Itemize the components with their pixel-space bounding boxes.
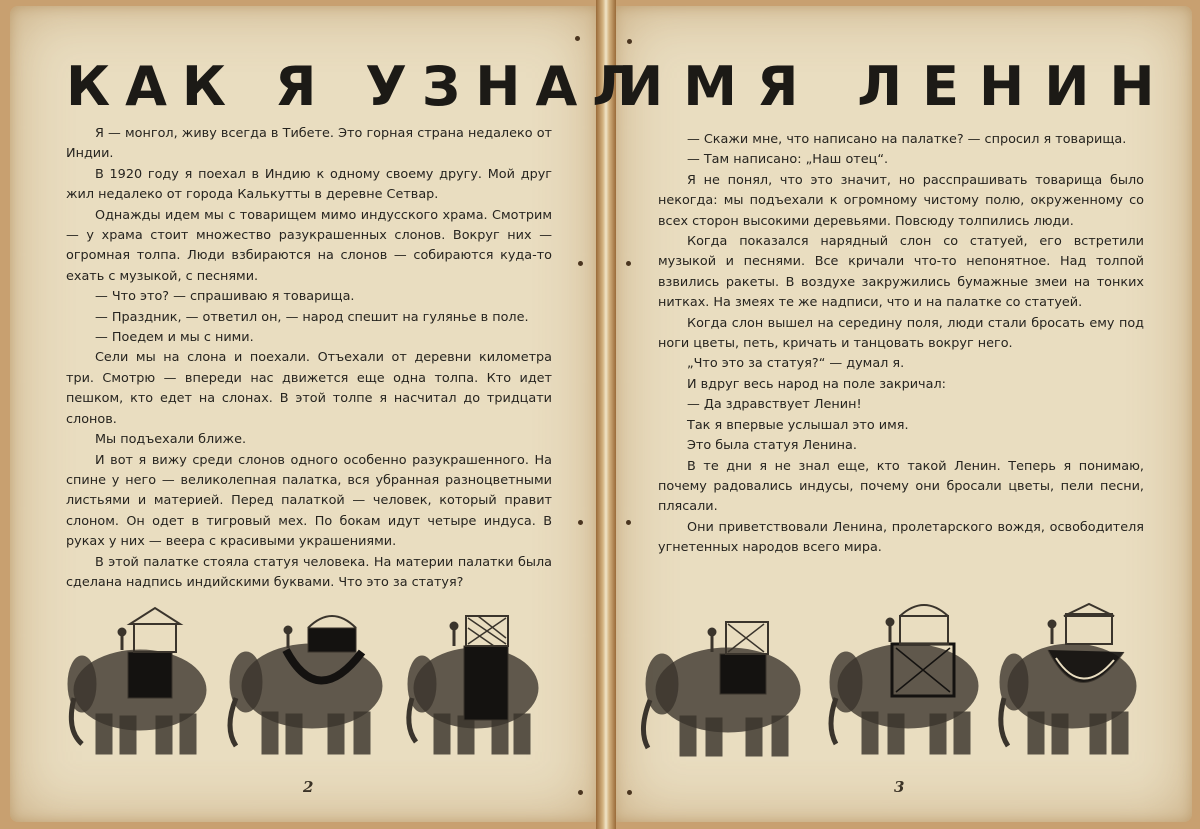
- title-right-part: ИМЯ ЛЕНИН: [618, 55, 1175, 118]
- elephant-illustration: [643, 622, 800, 756]
- paragraph: Это была статуя Ленина.: [687, 438, 857, 454]
- paragraph: Когда слон вышел на середину поля, люди стали бросать ему под ноги цветы, петь, кричать и танцовать вокруг него.: [658, 315, 1144, 352]
- elephant-illustration: [230, 616, 382, 754]
- paragraph: Мы подъехали ближе.: [95, 432, 247, 448]
- page-number-left: 2: [303, 778, 314, 796]
- binding-hole: [575, 36, 580, 41]
- elephant-illustration: [1000, 604, 1136, 754]
- paragraph: Так я впервые услышал это имя.: [687, 417, 909, 433]
- paragraph: И вот я вижу среди слонов одного особенно разукрашенного. На спине у него — великолепная палатка, вся убранная разноцветными листьями и материей. Перед палаткой — человек, который правит слоном. Он одет в тигровый мех. По бокам идут четыре индуса. В руках у них — веера с красивыми украшениями.: [66, 452, 552, 550]
- paragraph: Сели мы на слона и поехали. Отъехали от деревни километра три. Смотрю — впереди нас движется еще одна толпа. Кто идет пешком, кто едет на слонах. В этой толпе я насчитал до тридцати слонов.: [66, 350, 552, 427]
- paragraph: — Скажи мне, что написано на палатке? — спросил я товарища.: [687, 132, 1127, 147]
- paragraph: Когда показался нарядный слон со статуей, его встретили музыкой и песнями. Все кричали что-то непонятное. Над толпой взвились ракеты. В воздухе закружились бумажные змеи на тонких нитках. На змеях те же надписи, что и на палатке со статуей.: [658, 234, 1144, 311]
- paragraph: Однажды идем мы с товарищем мимо индусского храма. Смотрим — у храма стоит множество разукрашенных слонов. Вокруг них — огромная толпа. Люди взбираются на слонов — собираются куда-то ехать с музыкой, с песнями.: [66, 207, 552, 284]
- page-number-right: 3: [894, 778, 905, 796]
- paragraph: В 1920 году я поехал в Индию к одному своему другу. Мой друг жил недалеко от города Калькутты в деревне Сетвар.: [66, 166, 552, 203]
- paragraph: В этой палатке стояла статуя человека. На материи палатки была сделана надпись индийскими буквами. Что это за статуя?: [66, 554, 552, 590]
- paragraph: — Что это? — спрашиваю я товарища.: [95, 289, 355, 305]
- paragraph: Я — монгол, живу всегда в Тибете. Это горная страна недалеко от Индии.: [66, 126, 552, 162]
- paragraph: В те дни я не знал еще, кто такой Ленин. Теперь я понимаю, почему радовались индусы, почему они бросали цветы, пели песни, плясали.: [658, 458, 1144, 515]
- right-text-column: [658, 130, 1144, 559]
- binding-hole: [626, 520, 631, 525]
- binding-hole: [578, 261, 583, 266]
- story-title: [0, 52, 1200, 122]
- elephant-illustration: [408, 616, 538, 754]
- paragraph: — Там написано: „Наш отец“.: [687, 152, 889, 168]
- paragraph: — Поедем и мы с ними.: [95, 330, 254, 346]
- elephant-illustrations-right: [636, 596, 1146, 764]
- paragraph: Я не понял, что это значит, но расспрашивать товарища было некогда: мы подъехали к огромному чистому полю, окруженному со всех сторон высокими деревьями. Повсюду толпились люди.: [658, 172, 1144, 229]
- paragraph: И вдруг весь народ на поле закричал:: [687, 376, 946, 392]
- paragraph: — Да здравствует Ленин!: [687, 397, 862, 413]
- elephant-illustration: [68, 608, 206, 754]
- paragraph: „Что это за статуя?“ — думал я.: [687, 356, 905, 372]
- title-left-part: КАК Я УЗНАЛ: [66, 55, 653, 118]
- binding-hole: [578, 790, 583, 795]
- binding-hole: [627, 790, 632, 795]
- binding-hole: [578, 520, 583, 525]
- book-spine: [596, 0, 616, 829]
- paragraph: Они приветствовали Ленина, пролетарского вождя, освободителя угнетенных народов всего мира.: [658, 519, 1144, 556]
- elephant-illustrations-left: [62, 596, 552, 764]
- binding-hole: [627, 39, 632, 44]
- paragraph: — Праздник, — ответил он, — народ спешит на гулянье в поле.: [95, 309, 529, 325]
- left-text-column: [66, 124, 552, 593]
- binding-hole: [626, 261, 631, 266]
- elephant-illustration: [830, 605, 978, 754]
